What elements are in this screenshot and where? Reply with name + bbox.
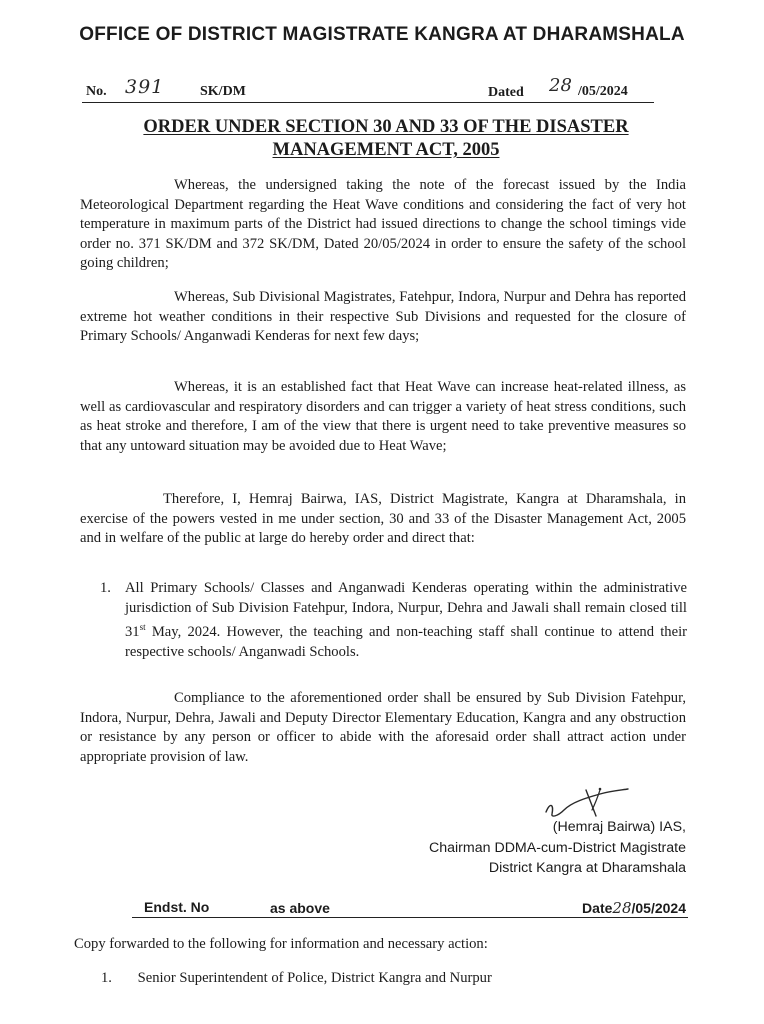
endorsement-date-rest: /05/2024	[631, 900, 686, 916]
order-number-label: No.	[86, 84, 107, 99]
endorsement-as-above: as above	[270, 900, 330, 916]
order-heading-line1: ORDER UNDER SECTION 30 AND 33 OF THE DISASTER	[143, 117, 629, 137]
signatory-designation: Chairman DDMA-cum-District Magistrate	[429, 839, 686, 856]
office-title: OFFICE OF DISTRICT MAGISTRATE KANGRA AT DHARAMSHALA	[79, 24, 685, 45]
order-code: SK/DM	[200, 84, 246, 99]
paragraph-order-direction: Therefore, I, Hemraj Bairwa, IAS, District Magistrate, Kangra at Dharamshala, in exercise of the powers vested in me under section, 30 and 33 of the Disaster Management Act, 2005 and in welfare of the public at large do hereby order and direct that:	[80, 491, 686, 547]
paragraph-sdm-report: Whereas, Sub Divisional Magistrates, Fatehpur, Indora, Nurpur and Dehra has reported extreme hot weather conditions in their respective Sub Divisions and requested for the closure of Primary Schools/ Anganwadi Kenderas for next few days;	[80, 289, 686, 345]
paragraph-forecast: Whereas, the undersigned taking the note of the forecast issued by the India Meteorological Department regarding the Heat Wave conditions and considering the fact of very hot temperature in maximum parts of the District had issued directions to change the school timings vide order no. 371 SK/DM and 372 SK/DM, Dated 20/05/2024 in order to ensure the safety of the school going children;	[80, 177, 686, 272]
paragraph-compliance: Compliance to the aforementioned order shall be ensured by Sub Division Fatehpur, Indora, Nurpur, Dehra, Jawali and Deputy Director Elementary Education, Kangra and any obstruction or resistance by any person or officer to abide with the aforesaid order shall attract action under appropriate provision of law.	[80, 690, 686, 765]
dated-month-year: /05/2024	[578, 84, 628, 99]
endorsement-line	[132, 897, 688, 918]
endorsement-date	[582, 899, 686, 917]
endorsement-date-day: 28	[612, 899, 632, 917]
copy-item-number: 1.	[101, 970, 112, 986]
order-heading	[100, 116, 672, 162]
signatory-block	[390, 817, 686, 879]
ordinal-suffix: st	[139, 622, 146, 633]
order-directive-list	[100, 579, 687, 662]
signatory-location: District Kangra at Dharamshala	[488, 860, 686, 876]
copy-list-item	[101, 970, 492, 987]
directive-text: All Primary Schools/ Classes and Anganwadi Kenderas operating within the administrative jurisdiction of Sub Division Fatehpur, Indora, Nurpur, Dehra and Jawali shall remain closed till 31st May, 2024. However, the teaching and non-teaching staff shall continue to attend their respective schools/ Anganwadi Schools.	[125, 580, 687, 660]
copy-list	[101, 970, 492, 987]
directive-number: 1.	[100, 580, 111, 596]
reference-line	[82, 75, 654, 103]
order-number: 391	[125, 76, 165, 98]
paragraph-heat-wave-risk: Whereas, it is an established fact that Heat Wave can increase heat-related illness, as well as cardiovascular and respiratory disorders and can trigger a variety of heat stress conditions, such as heat stroke and therefore, I am of the view that there is urgent need to take preventive measures so that any untoward situation may be avoided due to Heat Wave;	[80, 379, 686, 454]
dated-label: Dated	[488, 85, 524, 100]
endorsement-label: Endst. No	[144, 899, 210, 915]
endorsement-date-label: Date	[582, 900, 613, 916]
copy-forwarded-intro: Copy forwarded to the following for information and necessary action:	[74, 936, 488, 952]
signatory-name: (Hemraj Bairwa) IAS,	[552, 819, 686, 835]
dated-day: 28	[549, 75, 572, 96]
order-heading-line2: MANAGEMENT ACT, 2005	[272, 140, 500, 160]
copy-item-text: Senior Superintendent of Police, District Kangra and Nurpur	[137, 970, 492, 986]
